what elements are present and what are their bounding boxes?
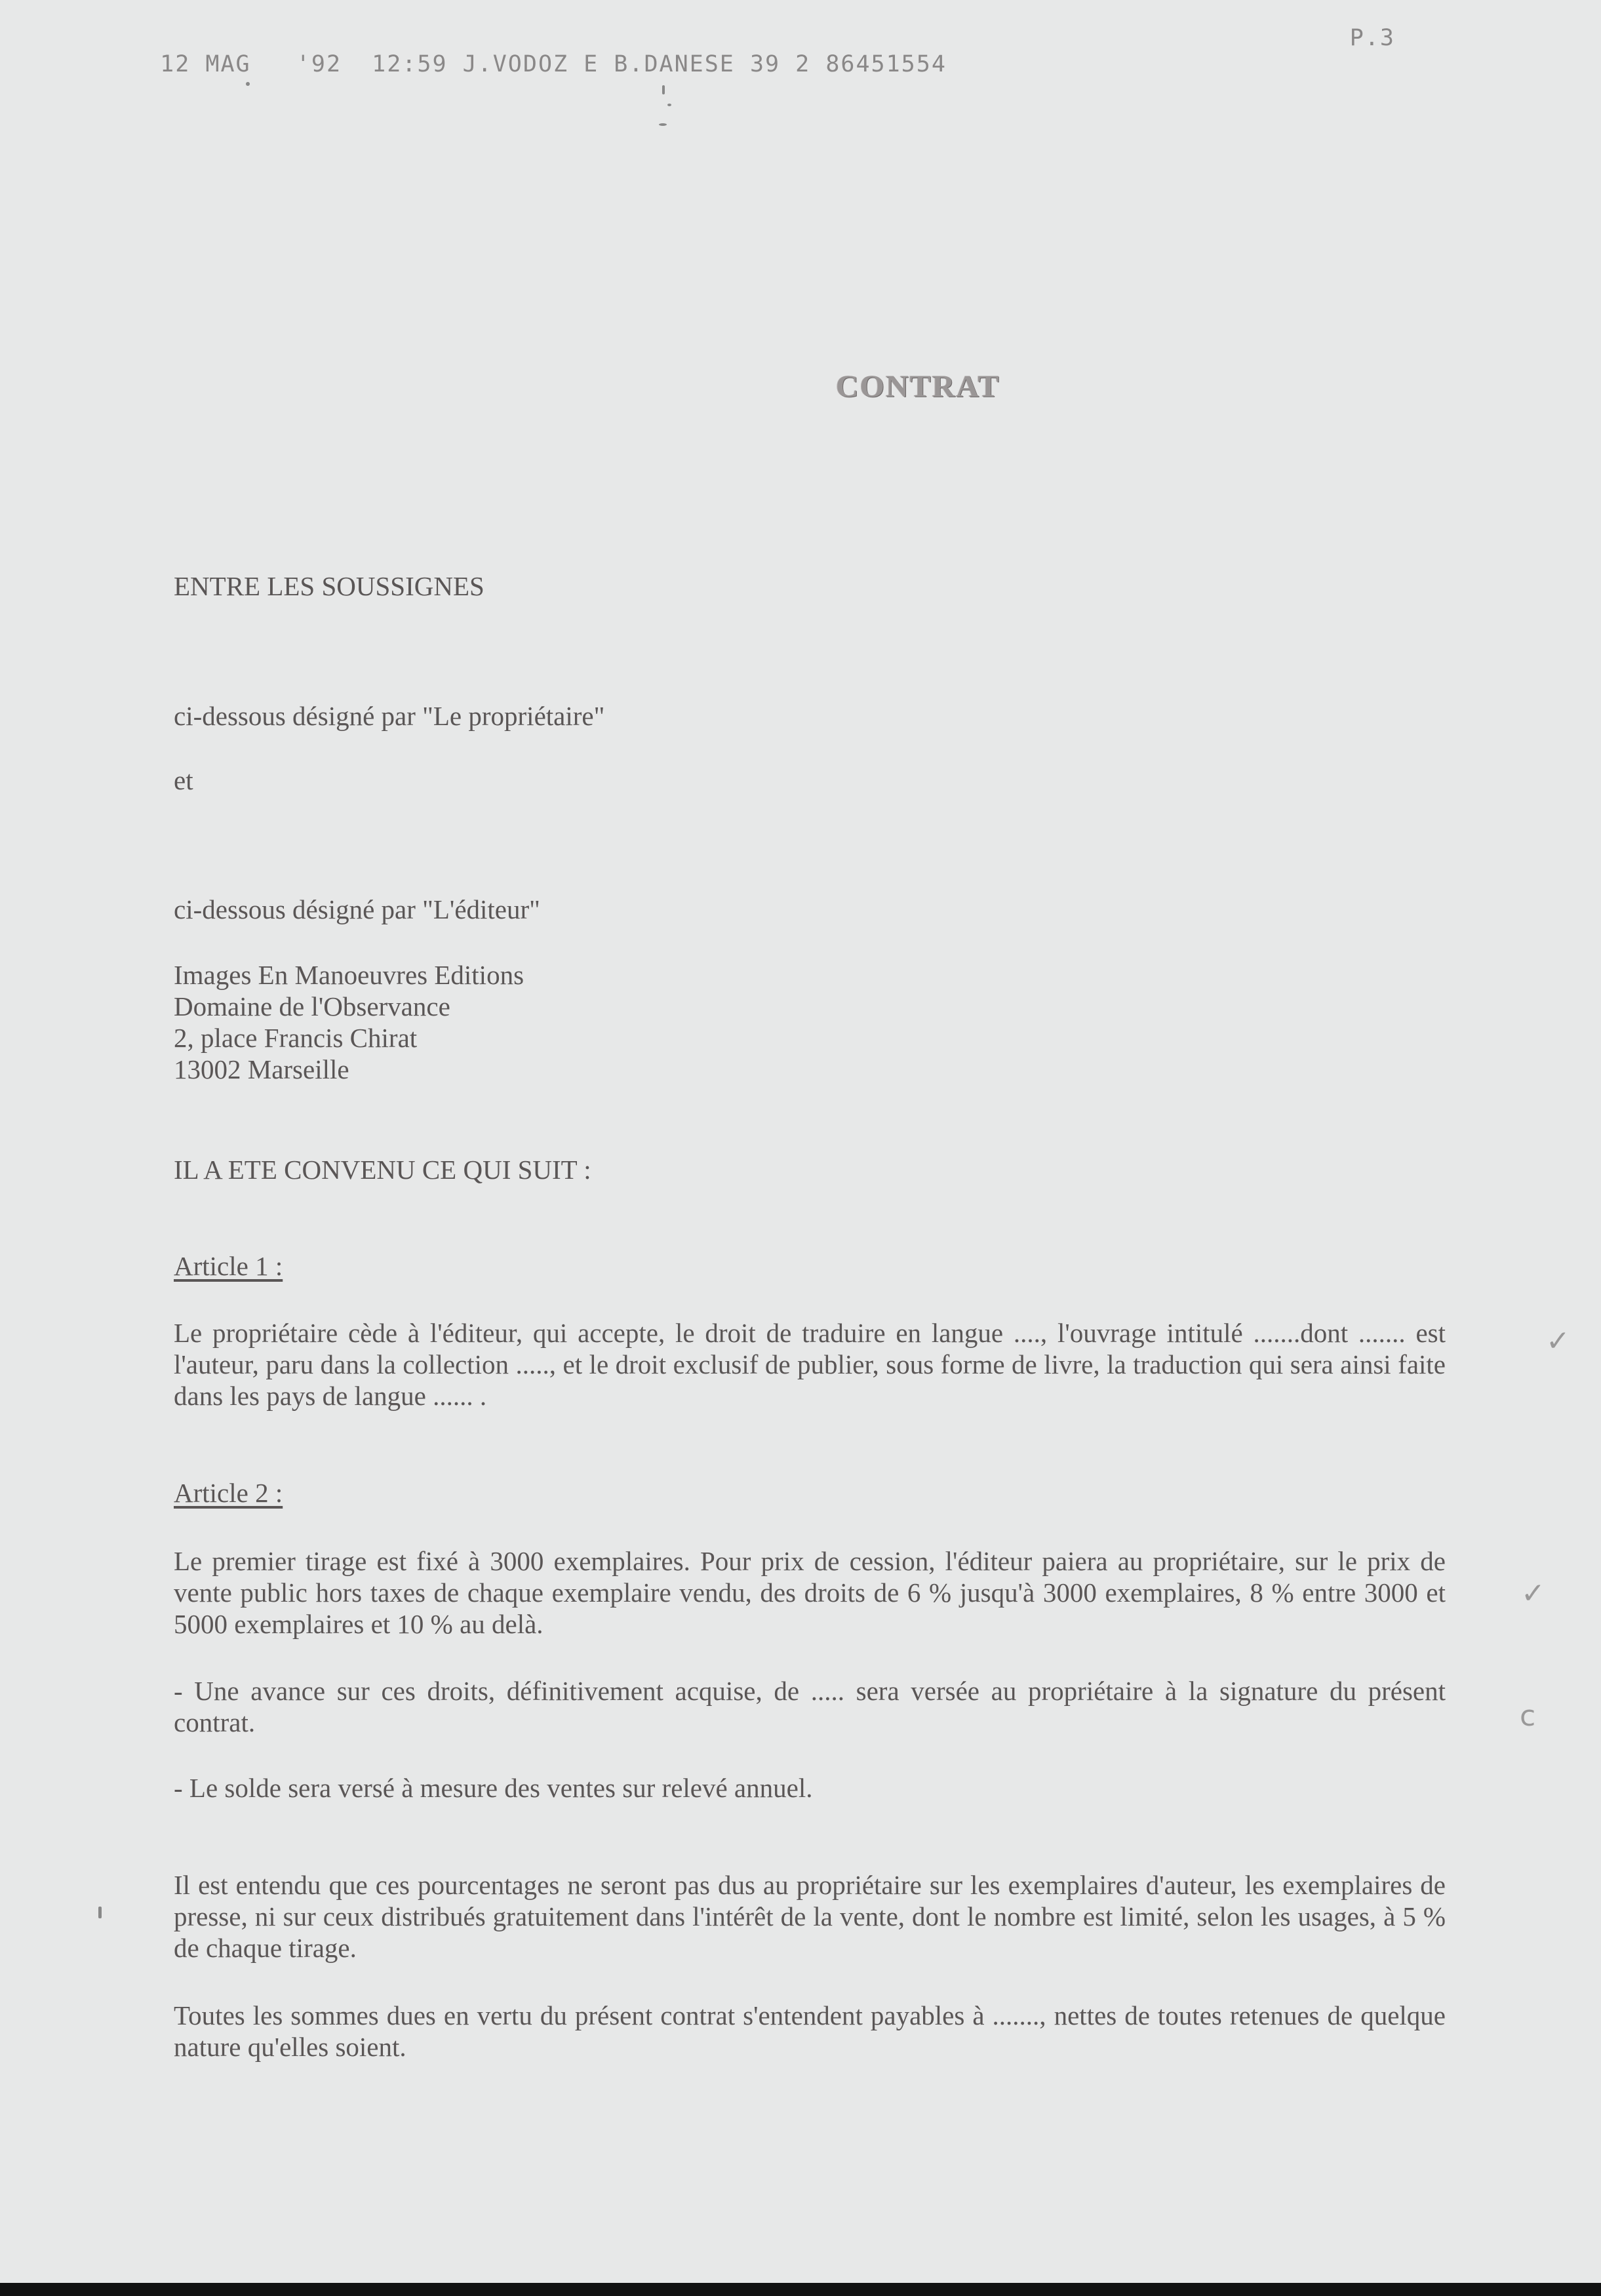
document-title: CONTRAT — [836, 369, 1000, 404]
parties-heading: ENTRE LES SOUSSIGNES — [174, 571, 484, 601]
article-2-paragraph: Il est entendu que ces pourcentages ne seront pas dus au propriétaire sur les exemplaires d'auteur, les exemplaires de presse, ni sur ceux distribués gratuitement dans l'intérêt de la vente, dont le nombre est limité, selon les usages, à 5 % de chaque tirage. — [174, 1870, 1446, 1963]
handwritten-check-mark: ✓ — [1546, 1324, 1570, 1358]
publisher-address — [174, 959, 1446, 1085]
conjunction-et: et — [174, 765, 193, 795]
article-2-paragraph: Le premier tirage est fixé à 3000 exemplaires. Pour prix de cession, l'éditeur paiera au propriétaire, sur le prix de vente public hors taxes de chaque exemplaire vendu, des droits de 6 % jusqu'à 3000 exemplaires, 8 % entre 3000 et 5000 exemplaires et 10 % au delà. — [174, 1546, 1446, 1639]
article-2-paragraph: Toutes les sommes dues en vertu du présent contrat s'entendent payables à ......., nettes de toutes retenues de quelque nature qu'elles soient. — [174, 2000, 1446, 2062]
fax-transmission-header — [130, 25, 1395, 77]
address-line: Domaine de l'Observance — [174, 991, 450, 1021]
address-line: 13002 Marseille — [174, 1054, 349, 1084]
scan-speck — [662, 85, 665, 94]
agreed-heading: IL A ETE CONVENU CE QUI SUIT : — [174, 1155, 591, 1185]
scan-speck — [246, 82, 250, 86]
address-line: 2, place Francis Chirat — [174, 1023, 418, 1053]
article-2-label: Article 2 : — [174, 1478, 283, 1508]
article-1-label: Article 1 : — [174, 1251, 283, 1281]
publisher-designation: ci-dessous désigné par "L'éditeur" — [174, 894, 540, 924]
owner-designation: ci-dessous désigné par "Le propriétaire" — [174, 701, 605, 731]
article-2-paragraph: - Le solde sera versé à mesure des ventes sur relevé annuel. — [174, 1773, 813, 1803]
fax-header-line: 12 MAG '92 12:59 J.VODOZ E B.DANESE 39 2 86451554 — [160, 51, 947, 77]
article-1-text: Le propriétaire cède à l'éditeur, qui accepte, le droit de traduire en langue ...., l'ouvrage intitulé .......dont ....... est l'auteur, paru dans la collection ....., et le droit exclusif de publier, sous forme de livre, la traduction qui sera ainsi faite dans les pays de langue ...... . — [174, 1318, 1446, 1411]
handwritten-mark: c — [1520, 1699, 1536, 1733]
scan-speck — [667, 104, 671, 106]
handwritten-check-mark: ✓ — [1521, 1577, 1545, 1610]
scan-speck — [659, 123, 667, 126]
scan-speck — [98, 1907, 102, 1918]
address-line: Images En Manoeuvres Editions — [174, 960, 524, 990]
scan-bottom-edge — [0, 2283, 1601, 2296]
article-2-paragraph: - Une avance sur ces droits, définitivement acquise, de ..... sera versée au propriétaire à la signature du présent contrat. — [174, 1676, 1446, 1737]
fax-page-number: P.3 — [1349, 25, 1395, 51]
